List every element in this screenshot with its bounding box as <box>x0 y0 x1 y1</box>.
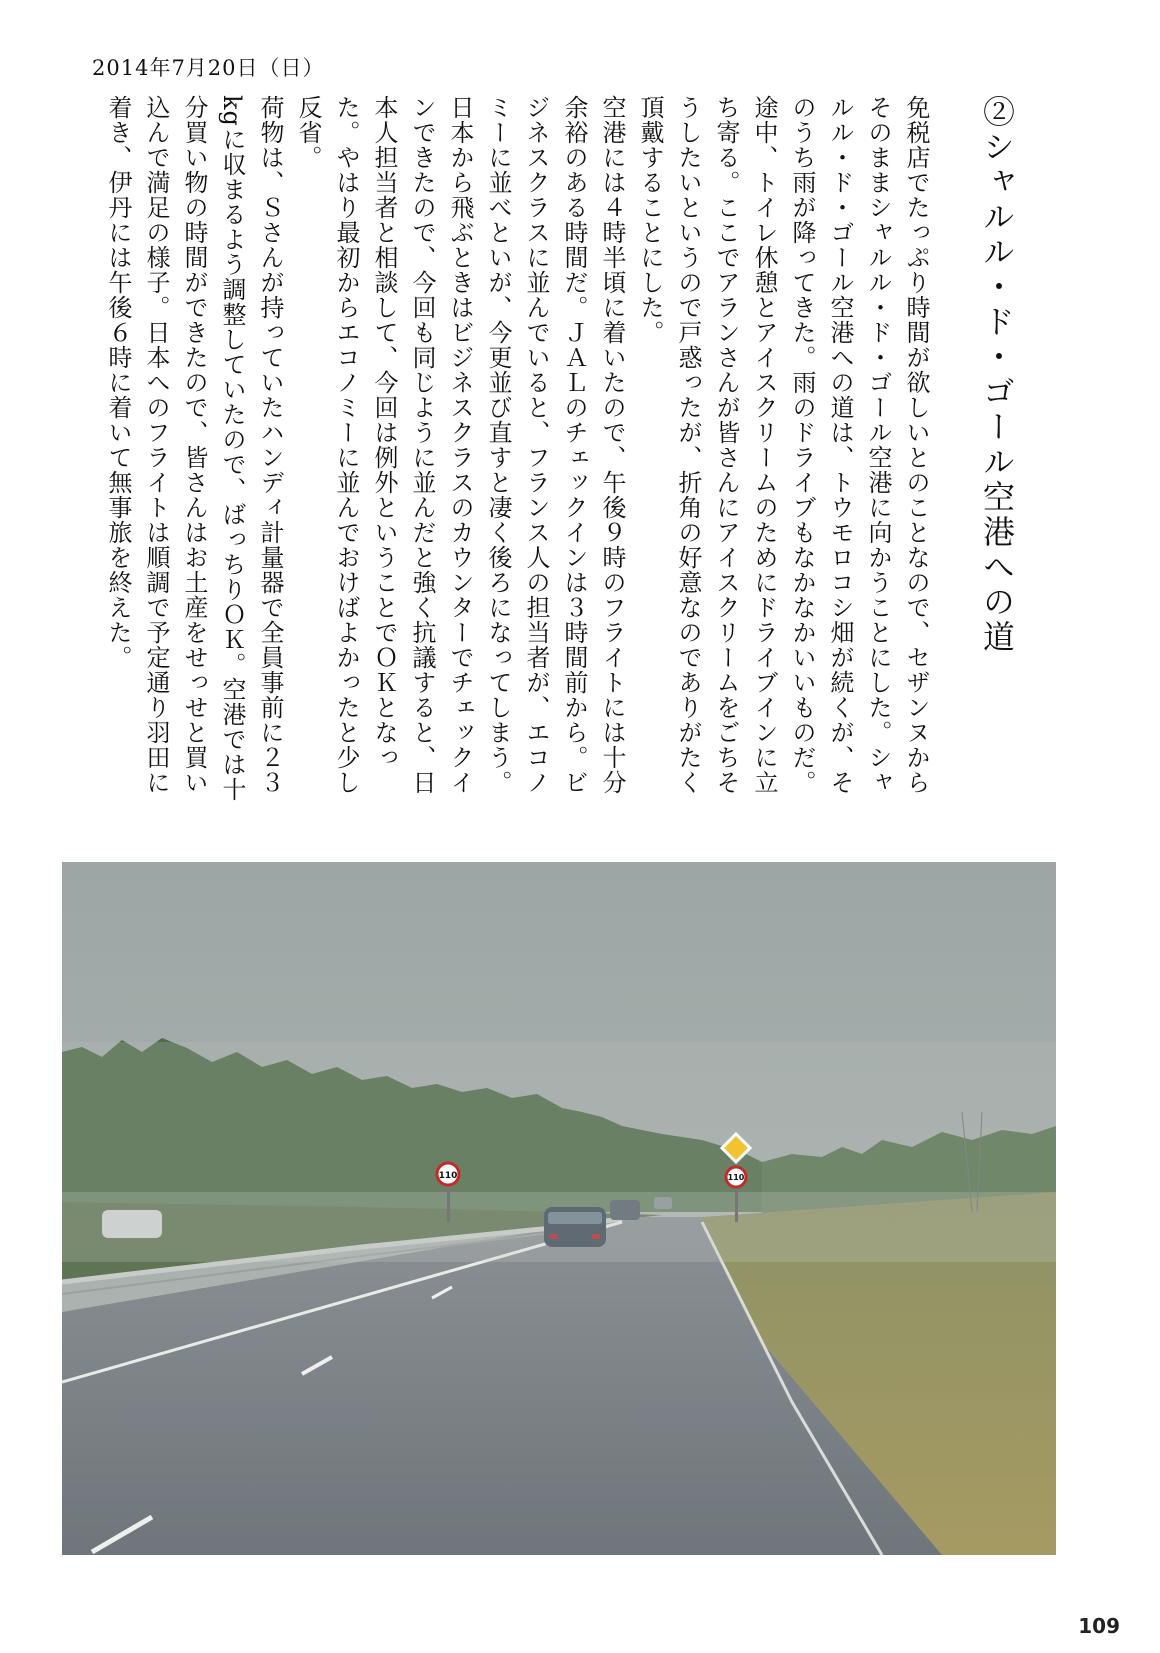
paragraph-3: 空港には４時半頃に着いたので、午後９時のフライトには十分余裕のある時間だ。ＪＡＬのチェックインは３時間前から。ビジネスクラスに並んでいると、フランス人の担当者が、エコノミーに並べといが、今更並び直すと凄く後ろになってしまう。日本から飛ぶときはビジネスクラスのカウンターでチェックインできたので、今回も同じように並んだと強く抗議すると、日本人担当者と相談して、今回は例外ということでＯＫとなった。やはり最初からエコノミーに並んでおけばよかったと少し反省。 <box>294 95 626 795</box>
page-number: 109 <box>1078 1614 1120 1638</box>
speed-sign-left-label: 110 <box>438 1171 458 1181</box>
page-date: 2014年7月20日（日） <box>92 56 325 80</box>
speed-sign-right-label: 110 <box>727 1173 745 1182</box>
section-heading: ②シャルル・ド・ゴール空港への道 <box>978 95 1016 655</box>
highway-photo <box>62 862 1056 1555</box>
paragraph-1: 免税店でたっぷり時間が欲しいとのことなので、セザンヌからそのままシャルル・ド・ゴール空港に向かうことにした。シャルル・ド・ゴール空港への道は、トウモロコシ畑が続くが、そのうち雨が降ってきた。雨のドライブもなかなかいいものだ。 <box>788 95 930 795</box>
paragraph-2: 途中、トイレ休憩とアイスクリームのためにドライブインに立ち寄る。ここでアランさんが皆さんにアイスクリームをごちそうしたいというので戸惑ったが、折角の好意なのでありがたく頂戴することにした。 <box>636 95 778 795</box>
paragraph-4: 荷物は、Ｓさんが持っていたハンディ計量器で全員事前に２３kgに収まるよう調整していたので、ばっちりＯＫ。空港では十分買い物の時間ができたので、皆さんはお土産をせっせと買い込んで満足の様子。日本へのフライトは順調で予定通り羽田に着き、伊丹には午後６時に着いて無事旅を終えた。 <box>104 95 284 802</box>
body-text <box>104 95 935 815</box>
